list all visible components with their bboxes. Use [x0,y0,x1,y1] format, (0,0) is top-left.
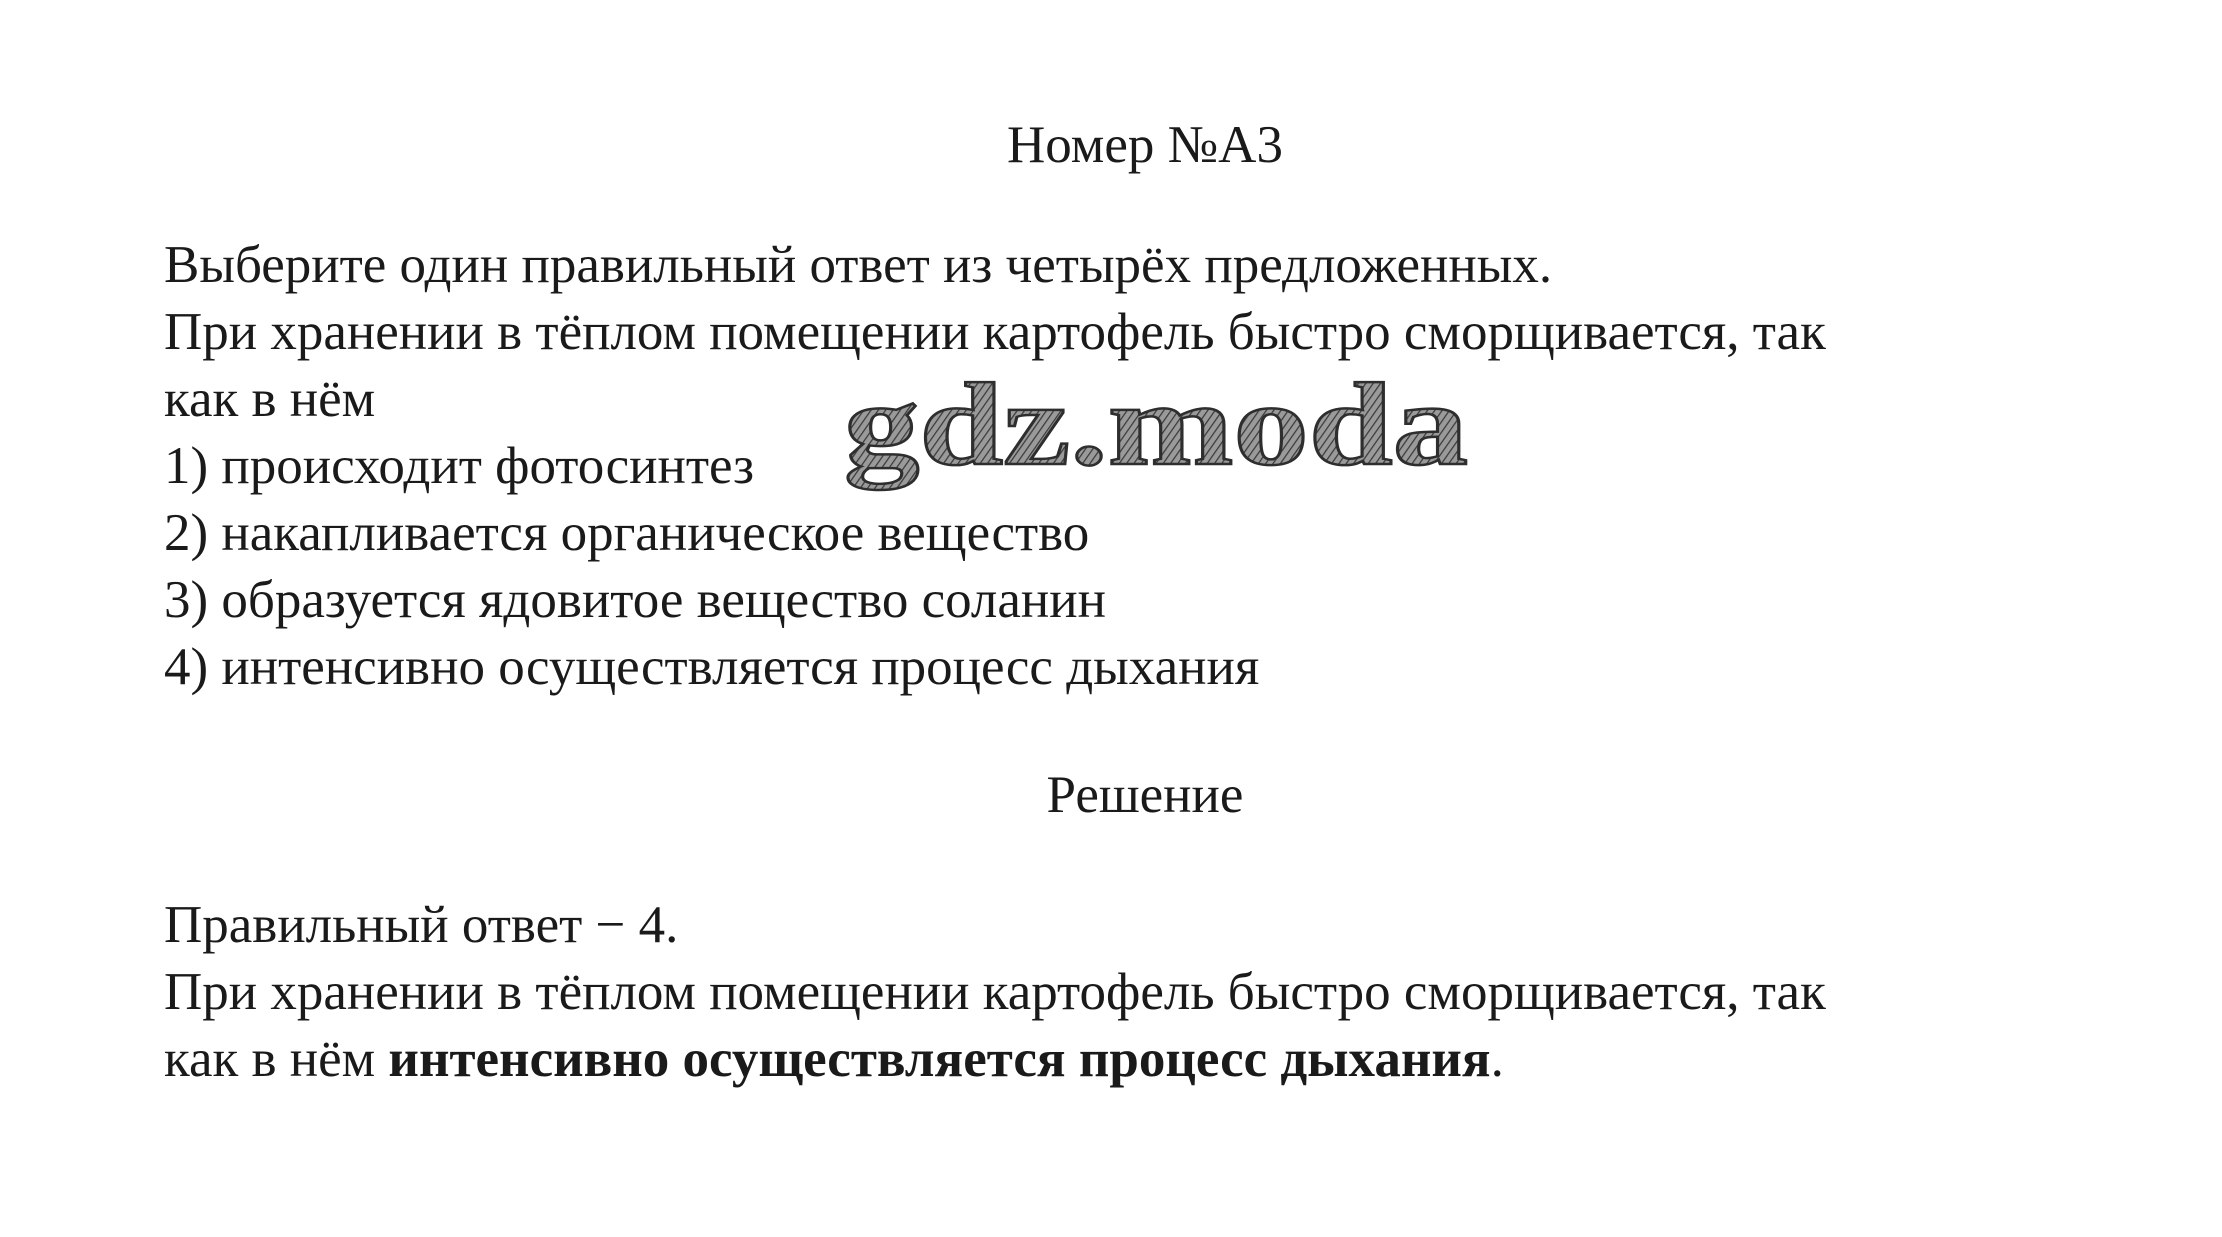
explanation-suffix: . [1490,1030,1504,1088]
explanation-prefix: как в нём [164,1030,389,1088]
watermark-logo [838,362,1478,512]
answer-block [164,892,2124,1093]
option-3: 3) образуется ядовитое вещество соланин [164,571,1106,629]
option-4: 4) интенсивно осуществляется процесс дыхания [164,638,1260,696]
question-stem-line-1: При хранении в тёплом помещении картофель быстро сморщивается, так [164,303,1826,361]
explanation-line-1: При хранении в тёплом помещении картофель быстро сморщивается, так [164,963,1826,1021]
explanation-bold-answer: интенсивно осуществляется процесс дыхания [388,1030,1491,1088]
answer-line: Правильный ответ − 4. [164,896,679,954]
option-1: 1) происходит фотосинтез [164,437,755,495]
question-instruction: Выберите один правильный ответ из четырёх предложенных. [164,236,1553,294]
question-stem-line-2: как в нём [164,370,376,428]
option-2: 2) накапливается органическое вещество [164,504,1090,562]
page-title: Номер №А3 [1007,116,1283,174]
watermark-text: gdz.moda [844,362,1468,490]
solution-heading: Решение [1046,766,1244,824]
explanation-line-2 [164,1026,2124,1093]
